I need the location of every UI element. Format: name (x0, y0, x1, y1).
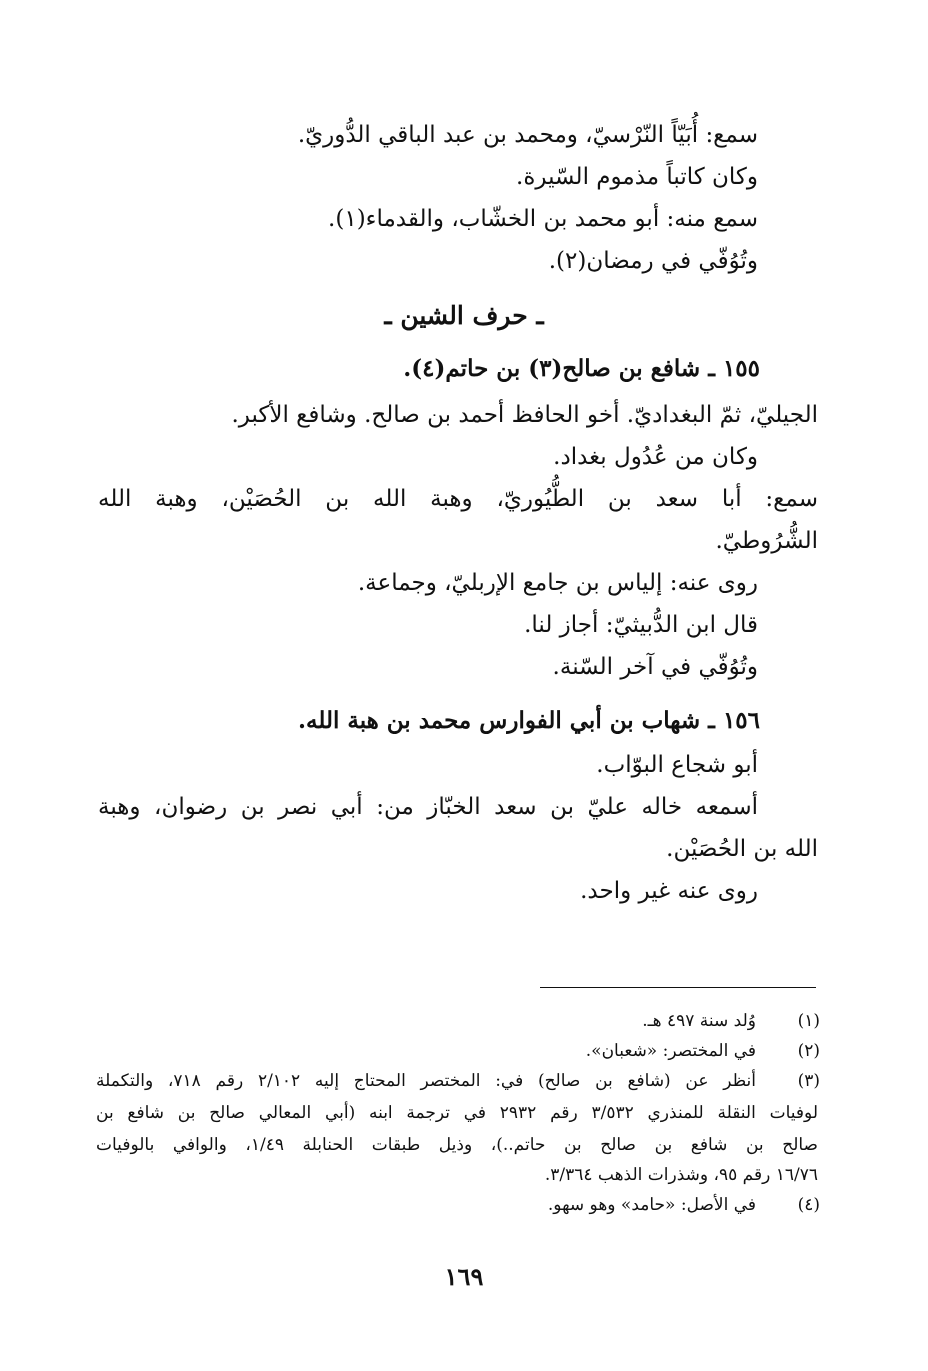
text-line: أبو شجاع البوّاب. (596, 752, 758, 778)
text-line: سمع: أبا سعد بن الطُّيُوريّ، وهبة الله بن الحُصَيْن، وهبة الله (98, 486, 818, 512)
footnote-number: (٤) (797, 1195, 820, 1215)
text-line: وكان من عُدُول بغداد. (553, 444, 758, 470)
footnote-number: (١) (797, 1011, 820, 1031)
text-line: روى عنه غير واحد. (580, 878, 758, 904)
footnote-separator (540, 987, 816, 988)
footnote-number: (٣) (797, 1071, 820, 1091)
footnote-text: ١٦/٧٦ رقم ٩٥، وشذرات الذهب ٣/٣٦٤. (544, 1165, 818, 1185)
text-line: الجيليّ، ثمّ البغداديّ. أخو الحافظ أحمد بن صالح. وشافع الأكبر. (231, 402, 818, 428)
text-line: الله بن الحُصَيْن. (666, 836, 818, 862)
text-line: وكان كاتباً مذموم السّيرة. (516, 164, 758, 190)
page-number: ١٦٩ (444, 1262, 484, 1291)
text-line: سمع منه: أبو محمد بن الخشّاب، والقدماء(١). (328, 206, 758, 232)
text-line: وتُوُفّي في آخر السّنة. (552, 654, 758, 680)
footnote-text: في المختصر: «شعبان». (585, 1041, 756, 1061)
entry-heading: ١٥٦ ـ شهاب بن أبي الفوارس محمد بن هبة الله. (298, 707, 760, 734)
text-line: روى عنه: إلياس بن جامع الإربليّ، وجماعة. (357, 570, 758, 596)
text-line: سمع: أُبَيّاً النّرْسيّ، ومحمد بن عبد الباقي الدُّوريّ. (297, 122, 758, 148)
footnote-text: لوفيات النقلة للمنذري ٣/٥٣٢ رقم ٢٩٣٢ في ترجمة ابنه (أبي المعالي صالح بن شافع بن (96, 1103, 818, 1123)
footnote-text: وُلد سنة ٤٩٧ هـ. (642, 1011, 756, 1031)
text-line: وتُوُفّي في رمضان(٢). (548, 248, 758, 274)
section-heading: ـ حرف الشين ـ (384, 301, 544, 330)
footnote-text: صالح بن شافع بن صالح بن حاتم..)، وذيل طبقات الحنابلة ١/٤٩، والوافي بالوفيات (96, 1135, 818, 1155)
text-line: أسمعه خاله عليّ بن سعد الخبّاز من: أبي نصر بن رضوان، وهبة (98, 794, 758, 820)
text-line: قال ابن الدُّبيثيّ: أجاز لنا. (524, 612, 758, 638)
footnote-text: أنظر عن (شافع بن صالح) في: المختصر المحتاج إليه ٢/١٠٢ رقم ٧١٨، والتكملة (96, 1071, 757, 1091)
entry-heading: ١٥٥ ـ شافع بن صالح(٣) بن حاتم(٤). (403, 355, 760, 382)
footnote-text: في الأصل: «حامد» وهو سهو. (547, 1195, 756, 1215)
text-line: الشُّرُوطيّ. (715, 528, 818, 554)
footnote-number: (٢) (797, 1041, 820, 1061)
